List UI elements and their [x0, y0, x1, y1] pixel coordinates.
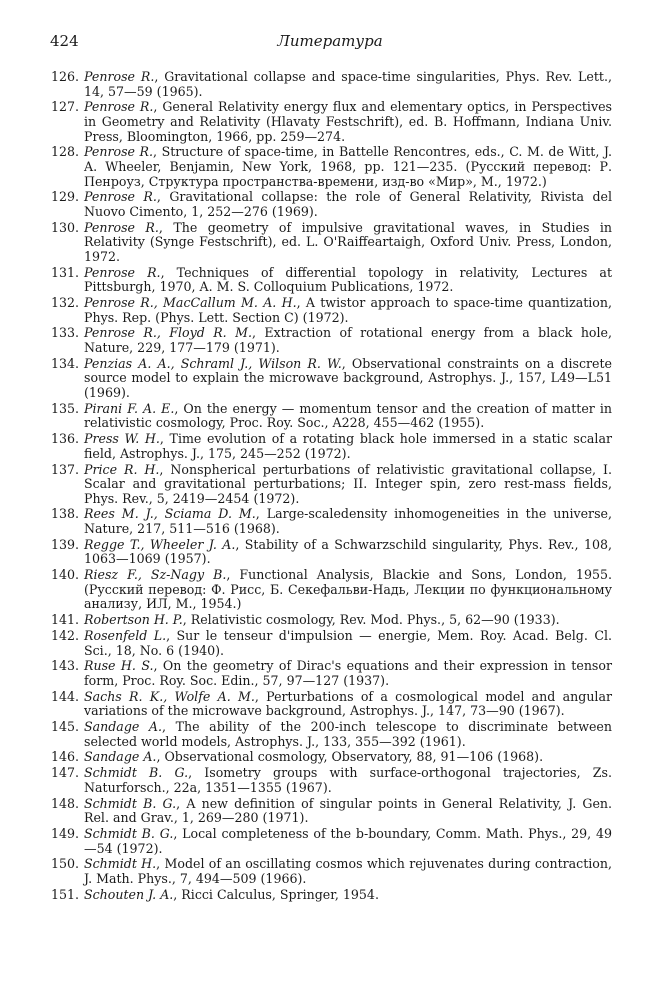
reference-body	[84, 221, 612, 265]
reference-number: 150.	[50, 856, 79, 872]
reference-text: , Structure of space-time, in Battelle Rencontres, eds., C. M. de Witt, J. A. Wheeler, Benjamin, New York, 1968, pp. 121—235. (Русский перевод: Р. Пенроуз, Структура пространства-времени, изд-во «Мир», М., 1972.)	[84, 144, 612, 189]
reference-entry	[46, 357, 612, 401]
reference-number: 143.	[50, 658, 79, 674]
reference-entry	[46, 690, 612, 719]
reference-number: 137.	[50, 461, 79, 477]
reference-entry	[46, 326, 612, 355]
reference-number: 149.	[50, 826, 79, 841]
reference-authors: Schmidt B. G.	[84, 826, 174, 841]
reference-entry	[46, 507, 612, 536]
reference-text: , A new definition of singular points in General Relativity, J. Gen. Rel. and Grav., 1, 269—280 (1971).	[84, 795, 613, 826]
reference-number: 135.	[50, 400, 79, 416]
reference-authors: Penrose R.	[84, 264, 161, 280]
reference-number: 139.	[50, 536, 79, 552]
reference-entry	[46, 266, 612, 295]
reference-text: , Large-scaledensity inhomogeneities in the universe, Nature, 217, 511—516 (1968).	[84, 506, 612, 537]
reference-authors: Sachs R. K., Wolfe A. M.	[84, 688, 255, 704]
reference-number: 142.	[50, 627, 79, 643]
reference-text: , Gravitational collapse: the role of General Relativity, Rivista del Nuovo Cimento, 1, 252—276 (1969).	[84, 189, 612, 219]
reference-authors: Pirani F. A. E.	[84, 400, 175, 416]
reference-number: 130.	[50, 219, 79, 235]
reference-entry	[46, 463, 612, 507]
reference-body	[84, 432, 612, 461]
reference-list	[46, 70, 612, 904]
reference-text: , Observational constraints on a discrete source model to explain the microwave background, Astrophys. J., 157, L49—L51 (1969).	[84, 355, 612, 400]
reference-text: , Model of an oscillating cosmos which rejuvenates during contraction, J. Math. Phys., 7, 494—509 (1966).	[84, 856, 612, 886]
reference-entry	[46, 797, 612, 826]
reference-text: , Isometry groups with surface-orthogonal trajectories, Zs. Naturforsch., 22a, 1351—1355 (1967).	[84, 765, 612, 795]
reference-authors: Sandage A.	[84, 719, 163, 735]
reference-number: 136.	[50, 431, 79, 447]
reference-body	[84, 538, 612, 567]
reference-text: , Nonspherical perturbations of relativistic gravitational collapse, I. Scalar and gravitational perturbations; II. Integer spin, zero rest-mass fields, Phys. Rev., 5, 2419—2454 (1972).	[84, 461, 612, 506]
reference-body	[84, 296, 612, 325]
reference-text: , Techniques of differential topology in relativity, Lectures at Pittsburgh, 1970, A. M. S. Colloquium Publications, 1972.	[84, 264, 612, 295]
reference-entry	[46, 402, 612, 431]
reference-authors: Press W. H.	[84, 431, 160, 447]
reference-entry	[46, 766, 612, 795]
reference-number: 126.	[50, 69, 79, 84]
reference-entry	[46, 629, 612, 658]
reference-text: , Gravitational collapse and space-time singularities, Phys. Rev. Lett., 14, 57—59 (1965).	[84, 69, 612, 99]
reference-authors: Penrose R.	[84, 144, 154, 160]
reference-authors: Penzias A. A., Schraml J., Wilson R. W.	[84, 355, 342, 371]
reference-body	[84, 629, 612, 658]
reference-body	[84, 720, 612, 749]
reference-text: , On the energy — momentum tensor and the creation of matter in relativistic cosmology, Proc. Roy. Soc., A228, 455—462 (1955).	[84, 400, 612, 431]
reference-text: , General Relativity energy flux and elementary optics, in Perspectives in Geometry and Relativity (Hlavaty Festschrift), ed. B. Hoffmann, Indiana Univ. Press, Bloomington, 1966, pp. 259—274.	[84, 99, 612, 144]
reference-number: 131.	[50, 264, 79, 280]
reference-text: , Stability of a Schwarzschild singularity, Phys. Rev., 108, 1063—1069 (1957).	[84, 536, 612, 567]
reference-text: , Functional Analysis, Blackie and Sons, London, 1955. (Русский перевод: Ф. Рисс, Б. Секефальви-Надь, Лекции по функциональному анализу, ИЛ, М., 1954.)	[84, 567, 612, 612]
reference-entry	[46, 538, 612, 567]
reference-authors: Regge T., Wheeler J. A.	[84, 536, 236, 552]
reference-number: 151.	[50, 886, 79, 902]
reference-authors: Penrose R., Floyd R. M.	[84, 325, 252, 341]
reference-authors: Schmidt B. G.	[84, 765, 189, 781]
reference-body	[84, 190, 612, 219]
reference-body	[84, 797, 612, 826]
reference-entry	[46, 827, 612, 856]
reference-body	[84, 827, 612, 856]
reference-text: , Sur le tenseur d'impulsion — energie, Mem. Roy. Acad. Belg. Cl. Sci., 18, No. 6 (1940).	[84, 627, 612, 658]
reference-text: , Time evolution of a rotating black hole immersed in a static scalar field, Astrophys. J., 175, 245—252 (1972).	[84, 431, 612, 461]
reference-text: , Observational cosmology, Observatory, 88, 91—106 (1968).	[156, 749, 544, 765]
reference-text: , Extraction of rotational energy from a black hole, Nature, 229, 177—179 (1971).	[84, 325, 612, 355]
reference-body	[84, 463, 612, 507]
reference-entry	[46, 613, 612, 628]
reference-number: 132.	[50, 295, 79, 311]
reference-entry	[46, 296, 612, 325]
reference-number: 127.	[50, 99, 79, 115]
reference-text: , On the geometry of Dirac's equations and their expression in tensor form, Proc. Roy. Soc. Edin., 57, 97—127 (1937).	[84, 658, 612, 688]
reference-entry	[46, 190, 612, 219]
reference-body	[84, 266, 612, 295]
reference-body	[84, 888, 612, 903]
reference-authors: Penrose R.	[84, 189, 157, 205]
reference-authors: Schmidt H.	[84, 856, 157, 872]
reference-number: 129.	[50, 189, 79, 205]
reference-number: 147.	[50, 765, 79, 781]
reference-number: 146.	[50, 749, 79, 765]
reference-body	[84, 613, 612, 628]
reference-text: , The geometry of impulsive gravitational waves, in Studies in Relativity (Synge Festschrift), ed. L. O'Raiffeartaigh, Oxford Univ. Press, London, 1972.	[84, 219, 612, 264]
reference-number: 134.	[50, 355, 79, 371]
reference-number: 145.	[50, 719, 79, 735]
reference-entry	[46, 145, 612, 189]
reference-body	[84, 766, 612, 795]
reference-entry	[46, 857, 612, 886]
reference-entry	[46, 432, 612, 461]
reference-text: , Ricci Calculus, Springer, 1954.	[173, 886, 379, 902]
reference-authors: Penrose R.	[84, 69, 155, 84]
reference-body	[84, 145, 612, 189]
reference-number: 128.	[50, 144, 79, 160]
reference-entry	[46, 888, 612, 903]
reference-number: 138.	[50, 506, 79, 522]
reference-entry	[46, 659, 612, 688]
reference-text: , A twistor approach to space-time quantization, Phys. Rep. (Phys. Lett. Section C) (1972).	[84, 295, 612, 325]
reference-authors: Schouten J. A.	[84, 886, 174, 902]
reference-authors: Penrose R., MacCallum M. A. H.	[84, 295, 297, 311]
reference-authors: Rees M. J., Sciama D. M.	[84, 506, 256, 522]
reference-body	[84, 857, 612, 886]
reference-body	[84, 100, 612, 144]
reference-text: , Relativistic cosmology, Rev. Mod. Phys., 5, 62—90 (1933).	[182, 612, 560, 628]
reference-body	[84, 659, 612, 688]
reference-text: , Local completeness of the b-boundary, Comm. Math. Phys., 29, 49—54 (1972).	[84, 826, 612, 856]
reference-authors: Penrose R.	[84, 99, 154, 115]
reference-entry	[46, 221, 612, 265]
reference-entry	[46, 70, 612, 99]
reference-body	[84, 357, 612, 401]
reference-number: 148.	[50, 795, 79, 811]
reference-body	[84, 402, 612, 431]
reference-text: , Perturbations of a cosmological model and angular variations of the microwave background, Astrophys. J., 147, 73—90 (1967).	[84, 688, 612, 719]
reference-authors: Schmidt B. G.	[84, 795, 177, 811]
reference-body	[84, 70, 612, 99]
reference-body	[84, 507, 612, 536]
reference-authors: Price R. H.	[84, 461, 160, 477]
reference-entry	[46, 100, 612, 144]
running-title: Литература	[277, 32, 383, 50]
reference-authors: Rosenfeld L.	[84, 627, 167, 643]
reference-number: 140.	[50, 567, 79, 583]
reference-authors: Riesz F., Sz-Nagy B.	[84, 567, 227, 583]
reference-body	[84, 326, 612, 355]
page-number: 424	[50, 32, 79, 50]
reference-body	[84, 690, 612, 719]
reference-authors: Sandage A.	[84, 749, 157, 765]
reference-body	[84, 750, 612, 765]
reference-body	[84, 568, 612, 612]
reference-entry	[46, 750, 612, 765]
reference-number: 133.	[50, 325, 79, 341]
reference-authors: Robertson H. P.	[84, 612, 183, 628]
reference-number: 144.	[50, 688, 79, 704]
reference-entry	[46, 720, 612, 749]
page-header	[50, 32, 610, 54]
reference-number: 141.	[50, 612, 79, 628]
reference-authors: Ruse H. S.	[84, 658, 154, 674]
reference-authors: Penrose R.	[84, 219, 159, 235]
reference-text: , The ability of the 200-inch telescope to discriminate between selected world models, Astrophys. J., 133, 355—392 (1961).	[84, 719, 612, 749]
reference-entry	[46, 568, 612, 612]
